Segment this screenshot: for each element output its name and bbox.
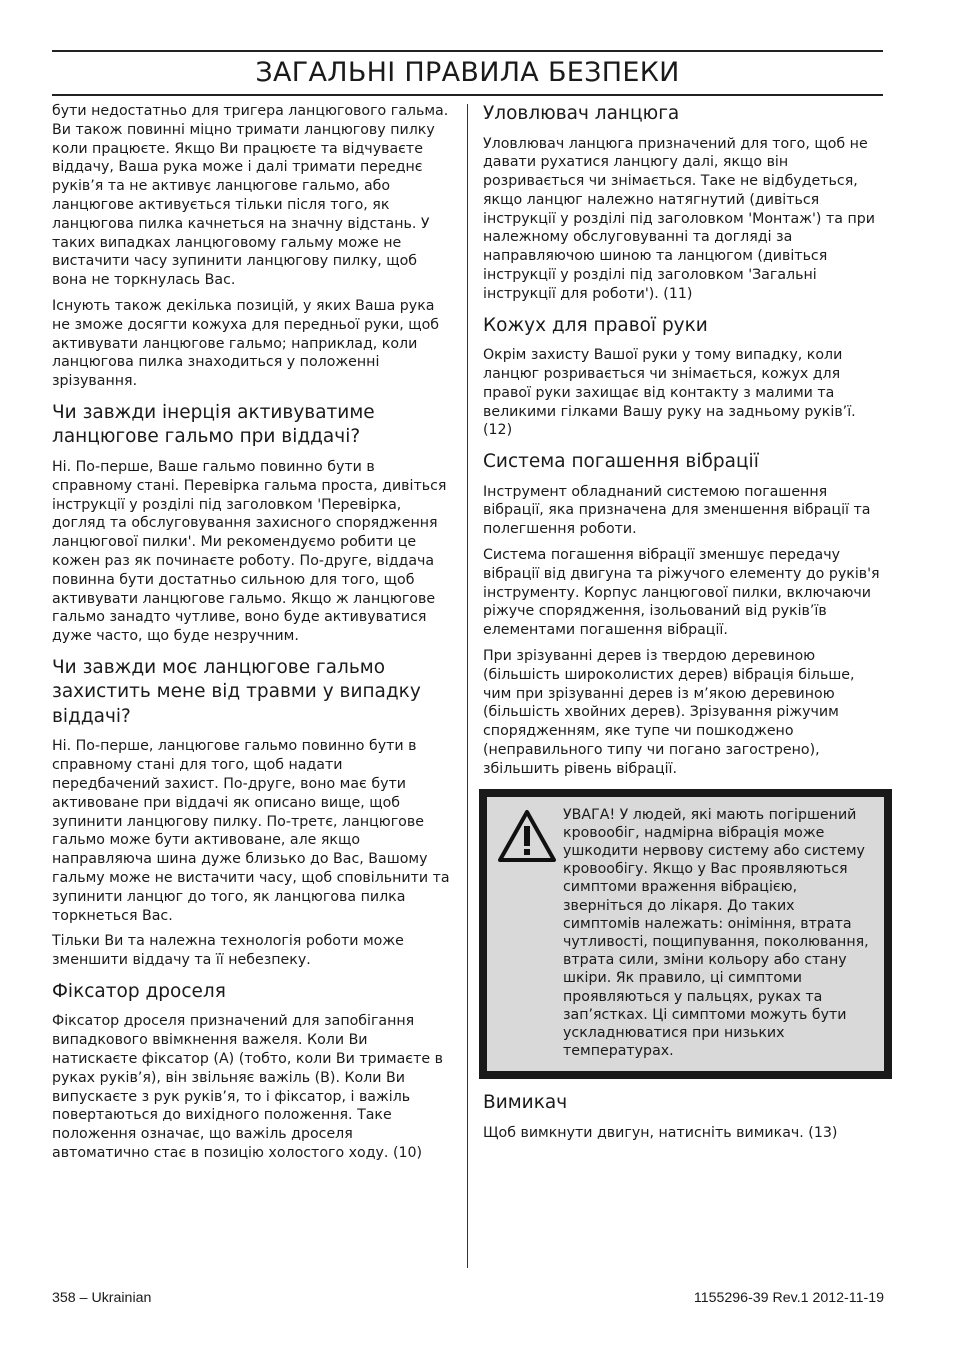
footer-page-number: 358 – Ukrainian [52,1290,152,1306]
warning-box [479,789,892,1080]
page-title: ЗАГАЛЬНІ ПРАВИЛА БЕЗПЕКИ [255,57,680,88]
paragraph: Фіксатор дроселя призначений для запобігання випадкового ввімкнення важеля. Коли Ви натискаєте фіксатор (A) (тобто, коли Ви тримаєте в руках руків’я), він звільняє важіль (B). Коли Ви випускаєте з рук руків’я, то і фіксатор, і важіль повертаються до вихідного положення. Таке положення означає, що важіль дроселя автоматично стає в позицію холостого ходу. (10) [52,1013,443,1162]
right-column [483,102,883,1150]
section-heading-protection: Чи завжди моє ланцюгове гальмо захистить мене від травми у випадку віддачі? [52,656,421,727]
warning-text: УВАГА! У людей, які мають погіршений кровообіг, надмірна вібрація може ушкодити нервову систему або систему кровообігу. Якщо у Вас проявляються симптоми враження вібрацією, зверніться до лікаря. До таких симптомів належать: оніміння, втрата чутливості, пощипування, поколювання, втрата сили, зміни кольору або стану шкіри. Як правило, ці симптоми проявляються у пальцях, руках та зап’ястках. Ці симптоми можуть бути ускладнюватися при низьких температурах. [563,806,869,1060]
section-heading-throttle-lock: Фіксатор дроселя [52,980,226,1002]
paragraph: Тільки Ви та належна технологія роботи може зменшити віддачу та її небезпеку. [52,933,404,969]
paragraph: Ні. По-перше, Ваше гальмо повинно бути в справному стані. Перевірка гальма проста, дивіться інструкції у розділі під заголовком 'Перевірка, догляд та обслуговування захисного спорядження ланцюгової пилки'. Ми рекомендуємо робити це кожен раз як починаєте роботу. По-друге, віддача повинна бути достатньо сильною для того, щоб активувати ланцюгове гальмо. Якщо ж ланцюгове гальмо занадто чутливе, воно буде активуватися дуже часто, що буде незручним. [52,458,447,645]
paragraph: Система погашення вібрації зменшує передачу вібрації від двигуна та ріжучого елементу до руків'я інструменту. Корпус ланцюгової пилки, включаючи ріжуче спорядження, ізольований від руків’їв елементами погашення вібрації. [483,547,880,639]
section-heading-stop-switch: Вимикач [483,1092,568,1114]
paragraph: Окрім захисту Вашої руки у тому випадку, коли ланцюг розривається чи знімається, кожух для правої руки захищає від контакту з малими та великими гілками Вашу руку на задньому руків’ї. (12) [483,347,856,439]
column-divider [467,104,468,1268]
section-heading-vibration: Система погашення вібрації [483,451,759,473]
header-rule-top [52,50,883,52]
section-heading-chain-catcher: Уловлювач ланцюга [483,103,680,124]
header-rule-bottom [52,94,883,96]
paragraph: Уловлювач ланцюга призначений для того, щоб не давати рухатися ланцюгу далі, якщо він розривається чи знімається. Таке не відбудеться, якщо ланцюг належно натягнутий (дивіться інструкції у розділі під заголовком 'Монтаж') та при належному обслуговуванні та догляді за направляючою шиною та ланцюгом (дивіться інструкції у розділі під заголовком 'Загальні інструкції для роботи'). (11) [483,135,875,302]
footer-document-id: 1155296-39 Rev.1 2012-11-19 [693,1290,884,1306]
paragraph: Існують також декілька позицій, у яких Ваша рука не зможе досягти кожуха для передньої руки, щоб активувати ланцюгове гальмо; наприклад, коли ланцюгова пилка знаходиться у положенні зрізування. [52,297,440,390]
warning-box-inner [487,797,884,1072]
warning-triangle-icon [497,809,563,867]
paragraph: бути недостатньо для тригера ланцюгового гальма. Ви також повинні міцно тримати ланцюгову пилку коли працюєте. Якщо Ви працюєте та відчуваєте віддачу, Ваша рука може і далі тримати переднє руків’я та не активує ланцюгове гальмо, або ланцюгове активується тільки після того, як ланцюгова пилка качнеться на значну відстань. У таких випадках ланцюговому гальму може не вистачити часу зупинити ланцюгову пилку, щоб вона не торкнулась Вас. [52,103,449,289]
paragraph: Інструмент обладнаний системою погашення вібрації, яка призначена для зменшення вібрації та полегшення роботи. [483,483,871,538]
section-heading-right-hand-guard: Кожух для правої руки [483,314,708,336]
section-heading-inertia: Чи завжди інерція активуватиме ланцюгове гальмо при віддачі? [52,401,375,448]
paragraph: При зрізуванні дерев із твердою деревиною (більшість широколистих дерев) вібрація більше, чим при зрізуванні дерев із м’якою деревиною (більшість хвойних дерев). Зрізування ріжучим спорядженням, яке тупе чи пошкоджено (неправильного типу чи погано загострено), збільшить рівень вібрації. [483,648,855,777]
left-column [52,102,452,1170]
paragraph: Ні. По-перше, ланцюгове гальмо повинно бути в справному стані для того, щоб надати передбачений захист. По-друге, воно має бути активоване при віддачі як описано вище, щоб зупинити ланцюгову пилку. По-третє, ланцюгове гальмо може бути активоване, але якщо направляюча шина дуже близько до Вас, Вашому гальму може не вистачити часу, щоб сповільнити та зупинити ланцюг до того, як ланцюгова пилка торкнеться Вас. [52,738,450,924]
paragraph: Щоб вимкнути двигун, натисніть вимикач. (13) [483,1124,838,1141]
